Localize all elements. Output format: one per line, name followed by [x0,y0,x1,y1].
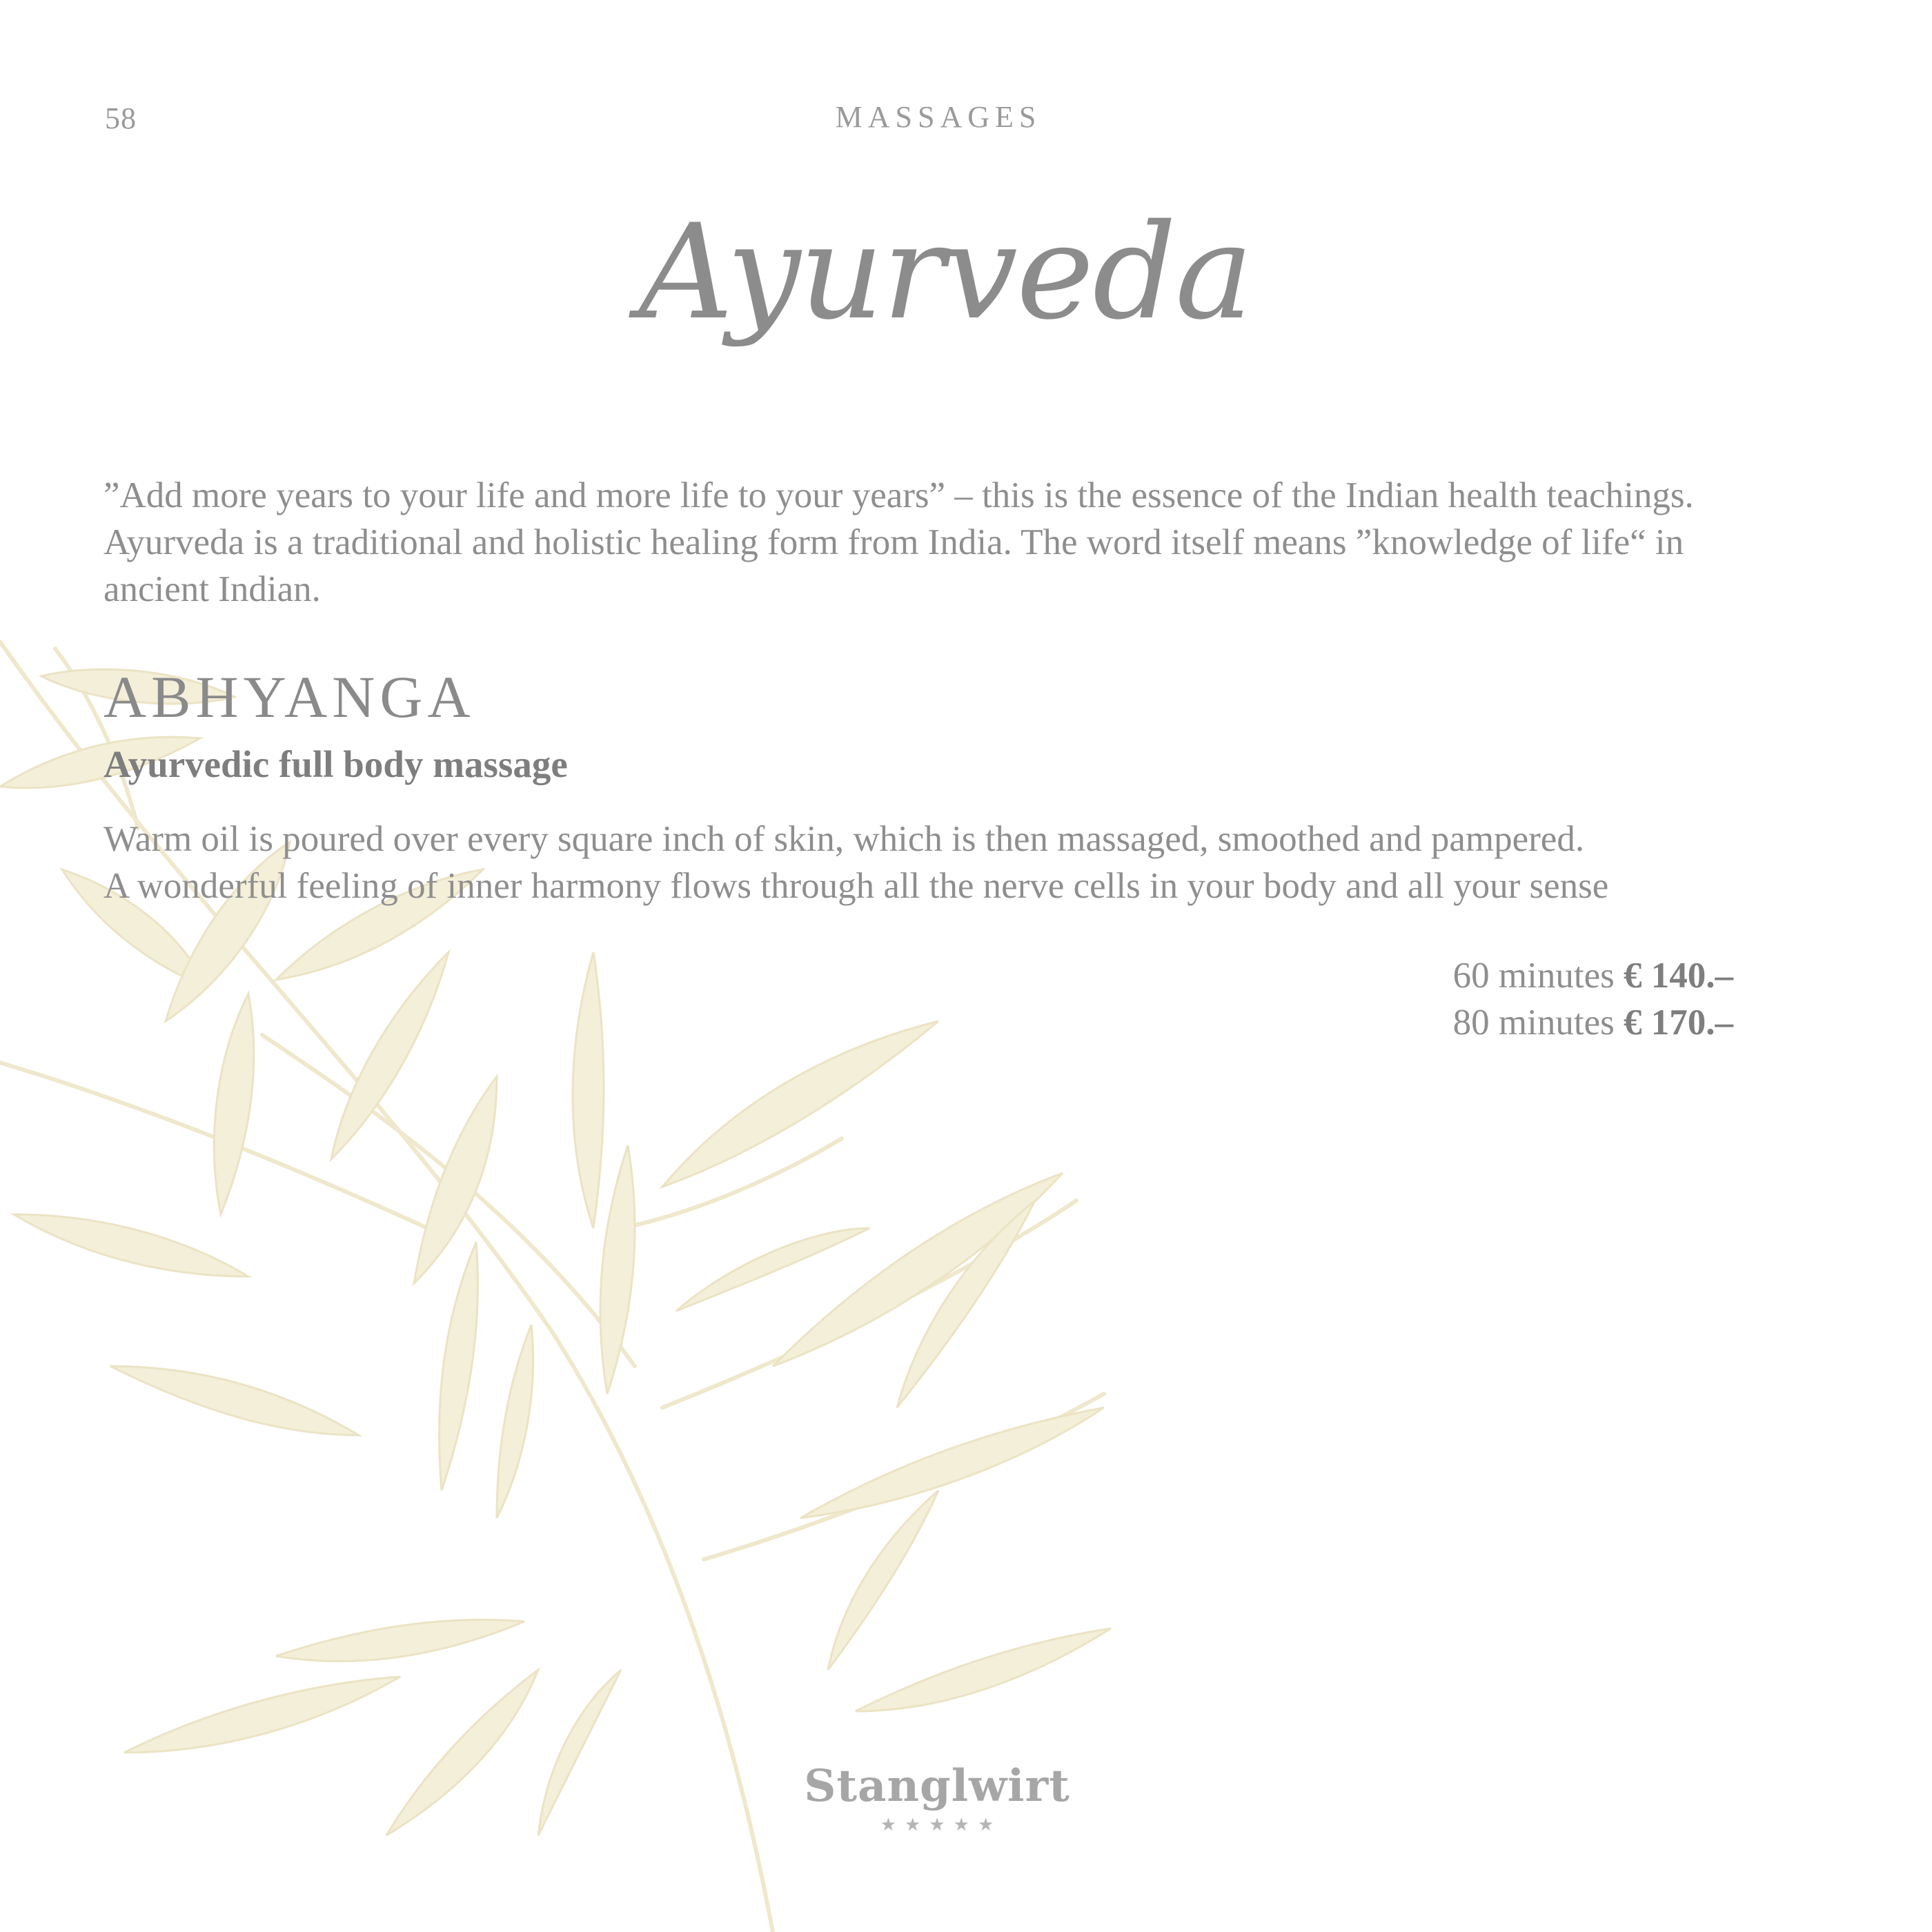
price-amount: € 170.– [1624,1003,1733,1043]
description-line: A wonderful feeling of inner harmony flows through all the nerve cells in your body and all your sense [103,866,1609,906]
price-list [1453,952,1733,1046]
price-amount: € 140.– [1624,956,1733,996]
price-duration: 60 minutes [1452,956,1615,996]
price-row [1453,999,1733,1046]
page-title: Ayurveda [638,196,1252,348]
section-header: MASSAGES [835,100,1042,134]
logo-stars: ★★★★★ [880,1815,1003,1835]
logo-wordmark [804,1758,1070,1813]
treatment-description [103,816,1759,909]
price-row [1453,952,1733,999]
treatment-title: ABHYANGA [103,664,475,730]
treatment-subtitle: Ayurvedic full body massage [103,743,568,785]
stanglwirt-logo [799,1758,1075,1835]
price-duration: 80 minutes [1452,1003,1615,1043]
intro-line: Ayurveda is a traditional and holistic healing form from India. The word itself means ”knowledge of life“ in [103,522,1684,562]
intro-line: ”Add more years to your life and more life to your years” – this is the essence of the Indian health teachings. [103,475,1694,515]
page-number: 58 [105,101,137,135]
description-line: Warm oil is poured over every square inch of skin, which is then massaged, smoothed and pampered. [103,819,1585,859]
intro-paragraph [103,472,1759,613]
svg-text:Stanglwirt: Stanglwirt [804,1760,1070,1812]
intro-line: ancient Indian. [103,569,321,609]
